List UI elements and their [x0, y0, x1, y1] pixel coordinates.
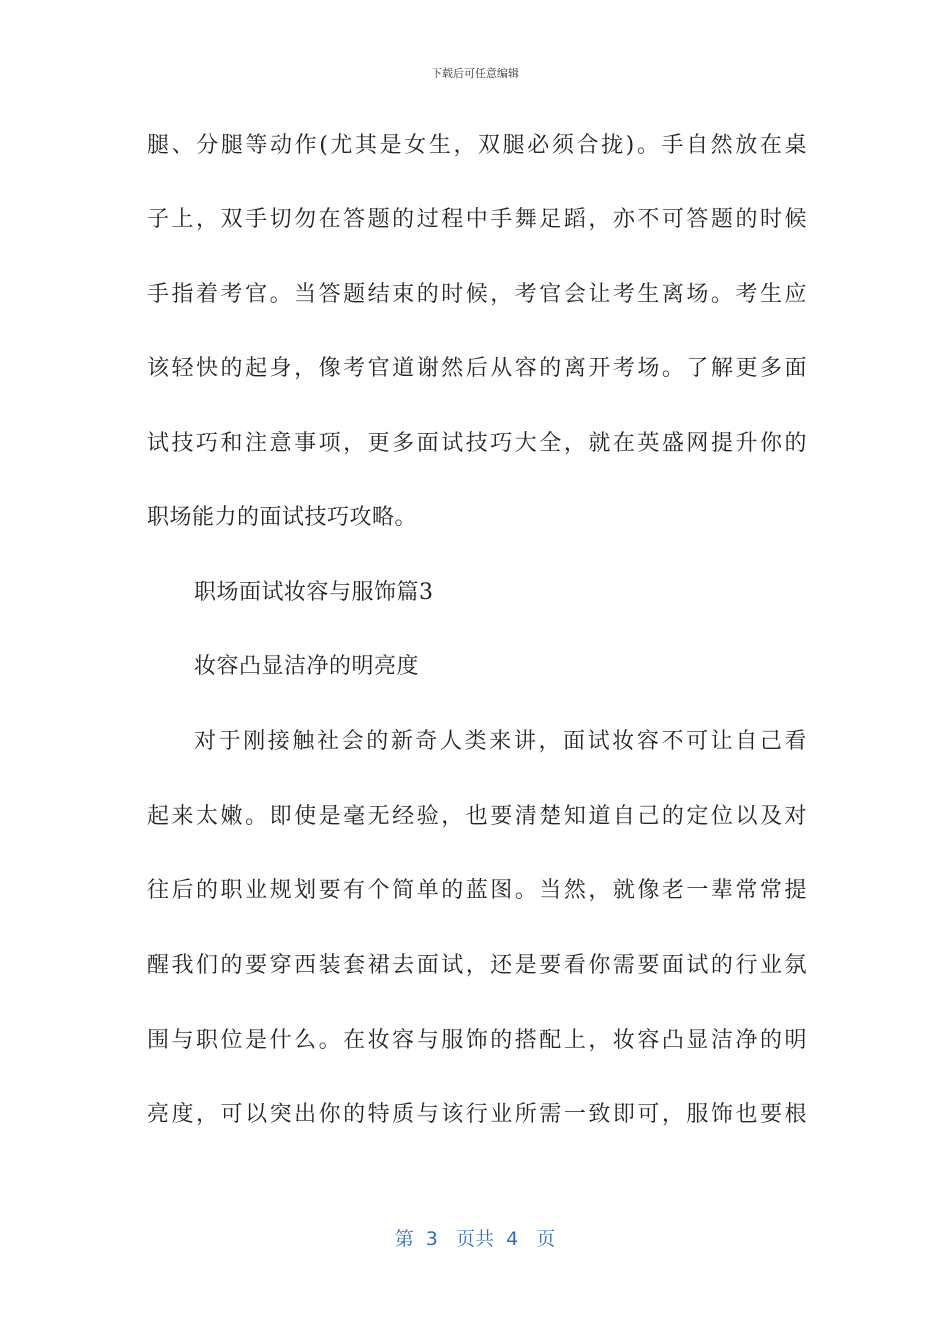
page-number-footer: 第 3 页共 4 页	[394, 1228, 556, 1250]
paragraph-line: 手指着考官。当答题结束的时候，考官会让考生离场。考生应	[147, 282, 807, 307]
section-heading: 职场面试妆容与服饰篇3	[194, 580, 434, 605]
paragraph-line: 亮度，可以突出你的特质与该行业所需一致即可，服饰也要根	[147, 1102, 807, 1127]
paragraph-line: 子上，双手切勿在答题的过程中手舞足蹈，亦不可答题的时候	[147, 207, 807, 232]
paragraph-line: 职场能力的面试技巧攻略。	[147, 505, 418, 530]
paragraph-line: 往后的职业规划要有个简单的蓝图。当然，就像老一辈常常提	[147, 878, 807, 903]
paragraph-line: 试技巧和注意事项，更多面试技巧大全，就在英盛网提升你的	[147, 431, 807, 456]
paragraph-line: 对于刚接触社会的新奇人类来讲，面试妆容不可让自己看	[194, 729, 807, 754]
paragraph-line: 腿、分腿等动作(尤其是女生，双腿必须合拢)。手自然放在桌	[147, 133, 807, 158]
paragraph-line: 围与职位是什么。在妆容与服饰的搭配上，妆容凸显洁净的明	[147, 1028, 807, 1053]
section-subheading: 妆容凸显洁净的明亮度	[194, 654, 420, 679]
paragraph-line: 醒我们的要穿西装套裙去面试，还是要看你需要面试的行业氛	[147, 953, 807, 978]
page-header: 下载后可任意编辑	[431, 67, 519, 80]
paragraph-line: 起来太嫩。即使是毫无经验，也要清楚知道自己的定位以及对	[147, 804, 807, 829]
paragraph-line: 该轻快的起身，像考官道谢然后从容的离开考场。了解更多面	[147, 356, 807, 381]
